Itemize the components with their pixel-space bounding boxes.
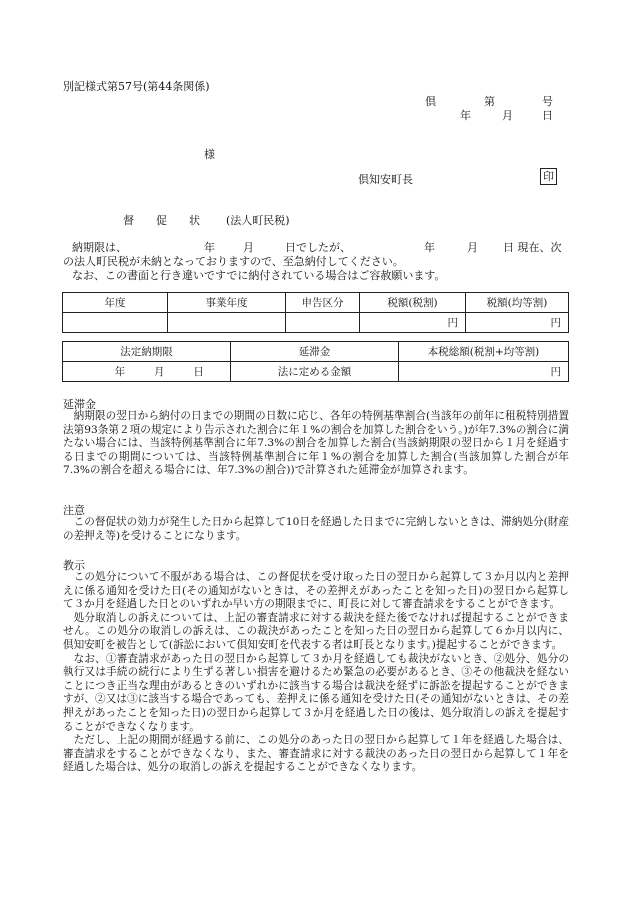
header-fiscal-year: 年度 [63,293,168,313]
doc-date-day: 日 [542,109,553,122]
header-total-tax: 本税総額(税割+均等割) [399,342,569,362]
table-row [63,313,569,333]
deadline-year: 年 [114,366,126,378]
cell-business-year [168,313,286,333]
intro-part: 月 [243,241,254,254]
deadline-day: 日 [193,366,204,378]
cell-fiscal-year [63,313,168,333]
paragraph: この処分について不服がある場合は、この督促状を受け取った日の翌日から起算して３か月以内と差押えに係る通知を受けた日(その通知がないときは、その差押えがあったことを知った日)の翌日から起算して３か月を経過した日とのいずれか早い方の期限までに、町長に対して審査請求をすることができます。 [63,571,569,611]
table-header-row [63,293,569,313]
cell-tax-income: 円 [360,313,466,333]
paragraph: ただし、上記の期間が経過する前に、この処分のあった日の翌日から起算して１年を経過した場合は、審査請求をすることができなくなり、また、審査請求に対する裁決のあった日の翌日から起算して１年を経過した場合は、処分の取消しの訴えを提起することができなくなります。 [63,734,569,774]
paragraph: なお、①審査請求があった日の翌日から起算して３か月を経過しても裁決がないとき、②処分、処分の執行又は手続の続行により生ずる著しい損害を避けるため緊急の必要があるとき、③その他裁決を経ないことにつき正当な理由があるときのいずれかに該当する場合は裁決を経ずに訴訟を提起することができますが、②又は③に該当する場合であっても、差押えに係る通知を受けた日(その通知がないときは、その差押えがあったことを知った日)の翌日から起算して３か月を経過した日の後は、処分取消しの訴えを提起することができなくなります。 [63,652,569,733]
title-subtitle: (法人町民税) [226,214,290,227]
doc-number-mid: 第 [484,95,495,108]
title-char: 状 [189,214,200,227]
section-heading-notice: 注意 [63,504,85,517]
intro-part: 日でしたが、 [285,241,351,254]
intro-part: 日 現在、次 [503,241,562,254]
paragraph: 処分取消しの訴えについては、上記の審査請求に対する裁決を経た後でなければ提起することができません。この処分の取消しの訴えは、この裁決があったことを知った日の翌日から起算して６か月以内に、倶知安町を被告として(訴訟において倶知安町を代表する者は町長となります。)提起することができます。 [63,611,569,651]
intro-line-3: なお、この書面と行き違いですでに納付されている場合はご容赦願います。 [72,269,446,282]
intro-part: 年 [424,241,435,254]
form-label: 別記様式第57号(第44条関係) [63,80,210,93]
doc-number-suffix: 号 [542,95,553,108]
tax-amount-table [62,292,569,333]
paragraph: この督促状の効力が発生した日から起算して10日を経過した日までに完納しないときは、滞納処分(財産の差押え等)を受けることになります。 [63,516,569,542]
header-tax-income: 税額(税割) [360,293,466,313]
intro-line-2: の法人町民税が未納となっておりますので、至急納付してください。 [63,255,404,268]
seal-mark: 印 [540,168,557,185]
section-body-notice [63,516,569,543]
paragraph: 納期限の翌日から納付の日までの期間の日数に応じ、各年の特例基準割合(当該年の前年に租税特別措置法第93条第２項の規定により告示された割合に年１%の割合を加算した割合をいう。)が年7.3%の割合に満たない場合には、当該特例基準割合に年7.3%の割合を加算した割合(当該納期限の翌日から１月を経過する日までの期間については、当該特例基準割合に年１%の割合を加算した割合(当該加算した割合が年7.3%の割合を超える場合には、年7.3%の割合))で計算された延滞金が加算されます。 [63,410,569,477]
doc-date-month: 月 [502,109,513,122]
doc-date-year: 年 [460,109,471,122]
section-body-late-fee [63,410,569,478]
cell-total-tax: 円 [399,362,569,382]
doc-number-prefix: 倶 [425,95,436,108]
header-tax-per-capita: 税額(均等割) [466,293,569,313]
title-char: 促 [156,214,167,227]
section-heading-late-fee: 延滞金 [63,398,96,411]
section-heading-instruction: 教示 [63,559,85,572]
intro-part: 月 [467,241,478,254]
header-late-fee: 延滞金 [231,342,399,362]
table-header-row [63,342,569,362]
cell-filing-type [286,313,360,333]
intro-part: 納期限は、 [72,241,127,254]
cell-late-fee: 法に定める金額 [231,362,399,382]
header-business-year: 事業年度 [168,293,286,313]
section-body-instruction [63,571,569,775]
table-row [63,362,569,382]
cell-tax-per-capita: 円 [466,313,569,333]
deadline-month: 月 [154,366,165,378]
deadline-table [62,341,569,382]
cell-legal-deadline [63,362,231,382]
header-legal-deadline: 法定納期限 [63,342,231,362]
addressee-suffix: 様 [204,148,215,161]
intro-part: 年 [204,241,215,254]
title-char: 督 [123,214,134,227]
header-filing-type: 申告区分 [286,293,360,313]
issuer-name: 倶知安町長 [358,173,413,186]
